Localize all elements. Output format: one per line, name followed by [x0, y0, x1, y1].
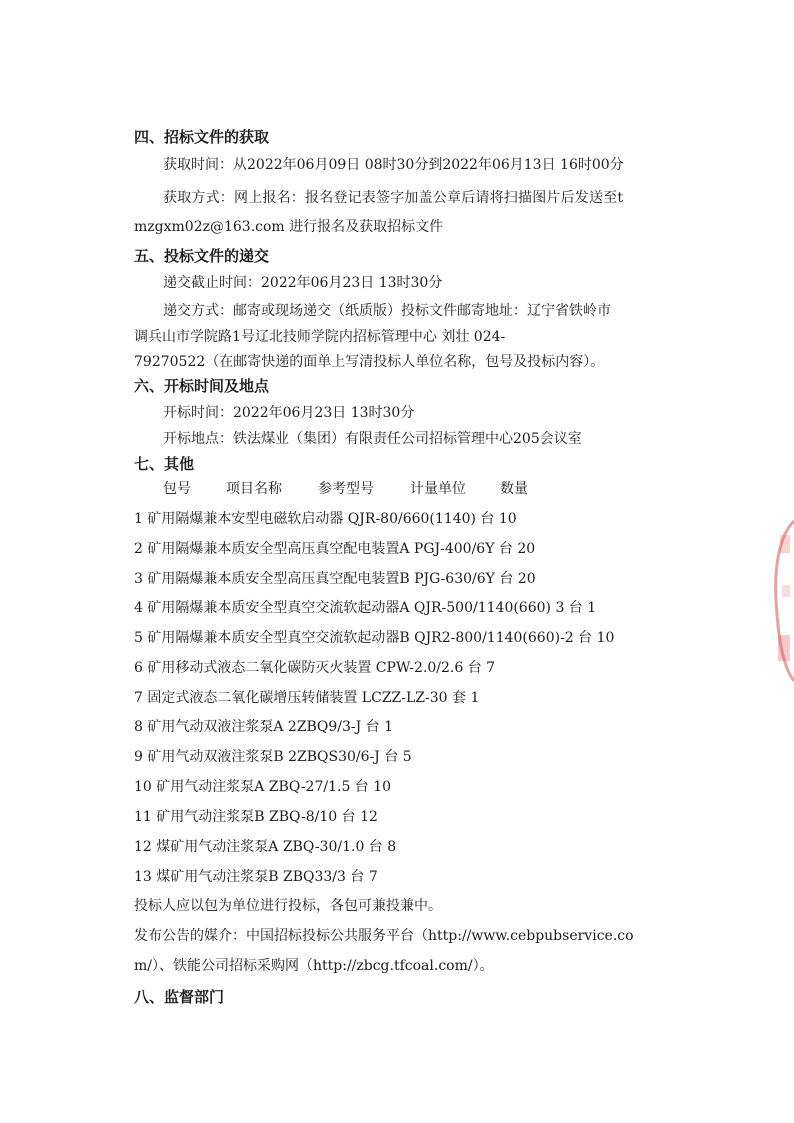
acquisition-method-line2: mzgxm02z@163.com 进行报名及获取招标文件 [134, 219, 444, 235]
publication-media-line2: m/）、铁能公司招标采购网（http://zbcg.tfcoal.com/）。 [134, 958, 494, 974]
table-header-item-name: 项目名称 [226, 481, 282, 497]
section-5-heading: 五、投标文件的递交 [134, 247, 270, 265]
table-row: 1 矿用隔爆兼本安型电磁软启动器 QJR-80/660(1140) 台 10 [134, 511, 517, 527]
table-row: 7 固定式液态二氧化碳增压转储装置 LCZZ-LZ-30 套 1 [134, 690, 480, 706]
table-row: 12 煤矿用气动注浆泵A ZBQ-30/1.0 台 8 [134, 839, 397, 855]
table-header-unit: 计量单位 [410, 481, 466, 497]
table-row: 9 矿用气动双液注浆泵B 2ZBQS30/6-J 台 5 [134, 749, 412, 765]
submission-method-line3: 79270522（在邮寄快递的面单上写清投标人单位名称，包号及投标内容）。 [134, 354, 605, 370]
acquisition-method-line1: 获取方式：网上报名：报名登记表签字加盖公章后请将扫描图片后发送至t [163, 190, 624, 206]
table-row: 5 矿用隔爆兼本质安全型真空交流软起动器B QJR2-800/1140(660)-2 台 10 [134, 630, 615, 646]
section-8-heading: 八、监督部门 [134, 988, 225, 1006]
table-header-package: 包号 [163, 481, 191, 497]
red-seal-stamp [768, 515, 794, 685]
table-row: 13 煤矿用气动注浆泵B ZBQ33/3 台 7 [134, 869, 378, 885]
table-row: 10 矿用气动注浆泵A ZBQ-27/1.5 台 10 [134, 779, 392, 795]
table-row: 2 矿用隔爆兼本质安全型高压真空配电装置A PGJ-400/6Y 台 20 [134, 541, 536, 557]
table-header-quantity: 数量 [500, 481, 528, 497]
section-6-heading: 六、开标时间及地点 [134, 377, 270, 395]
table-row: 8 矿用气动双液注浆泵A 2ZBQ9/3-J 台 1 [134, 719, 393, 735]
publication-media-line1: 发布公告的媒介：中国招标投标公共服务平台（http://www.cebpubservice.co [134, 928, 634, 944]
table-row: 4 矿用隔爆兼本质安全型真空交流软起动器A QJR-500/1140(660) 3 台 1 [134, 600, 597, 616]
submission-deadline: 递交截止时间：2022年06月23日 13时30分 [163, 275, 443, 291]
acquisition-time: 获取时间：从2022年06月09日 08时30分到2022年06月13日 16时00分 [163, 157, 624, 173]
table-row: 3 矿用隔爆兼本质安全型高压真空配电装置B PJG-630/6Y 台 20 [134, 571, 536, 587]
submission-method-line2: 调兵山市学院路1号辽北技师学院内招标管理中心 刘壮 024- [134, 329, 506, 345]
table-header-model: 参考型号 [318, 481, 374, 497]
bidding-note: 投标人应以包为单位进行投标，各包可兼投兼中。 [134, 898, 442, 914]
section-7-heading: 七、其他 [134, 455, 195, 473]
section-4-heading: 四、招标文件的获取 [134, 128, 270, 146]
submission-method-line1: 递交方式：邮寄或现场递交（纸质版）投标文件邮寄地址：辽宁省铁岭市 [163, 303, 611, 319]
table-row: 11 矿用气动注浆泵B ZBQ-8/10 台 12 [134, 809, 378, 825]
table-row: 6 矿用移动式液态二氧化碳防灭火装置 CPW-2.0/2.6 台 7 [134, 660, 496, 676]
opening-place: 开标地点：铁法煤业（集团）有限责任公司招标管理中心205会议室 [163, 431, 582, 447]
opening-time: 开标时间：2022年06月23日 13时30分 [163, 405, 415, 421]
